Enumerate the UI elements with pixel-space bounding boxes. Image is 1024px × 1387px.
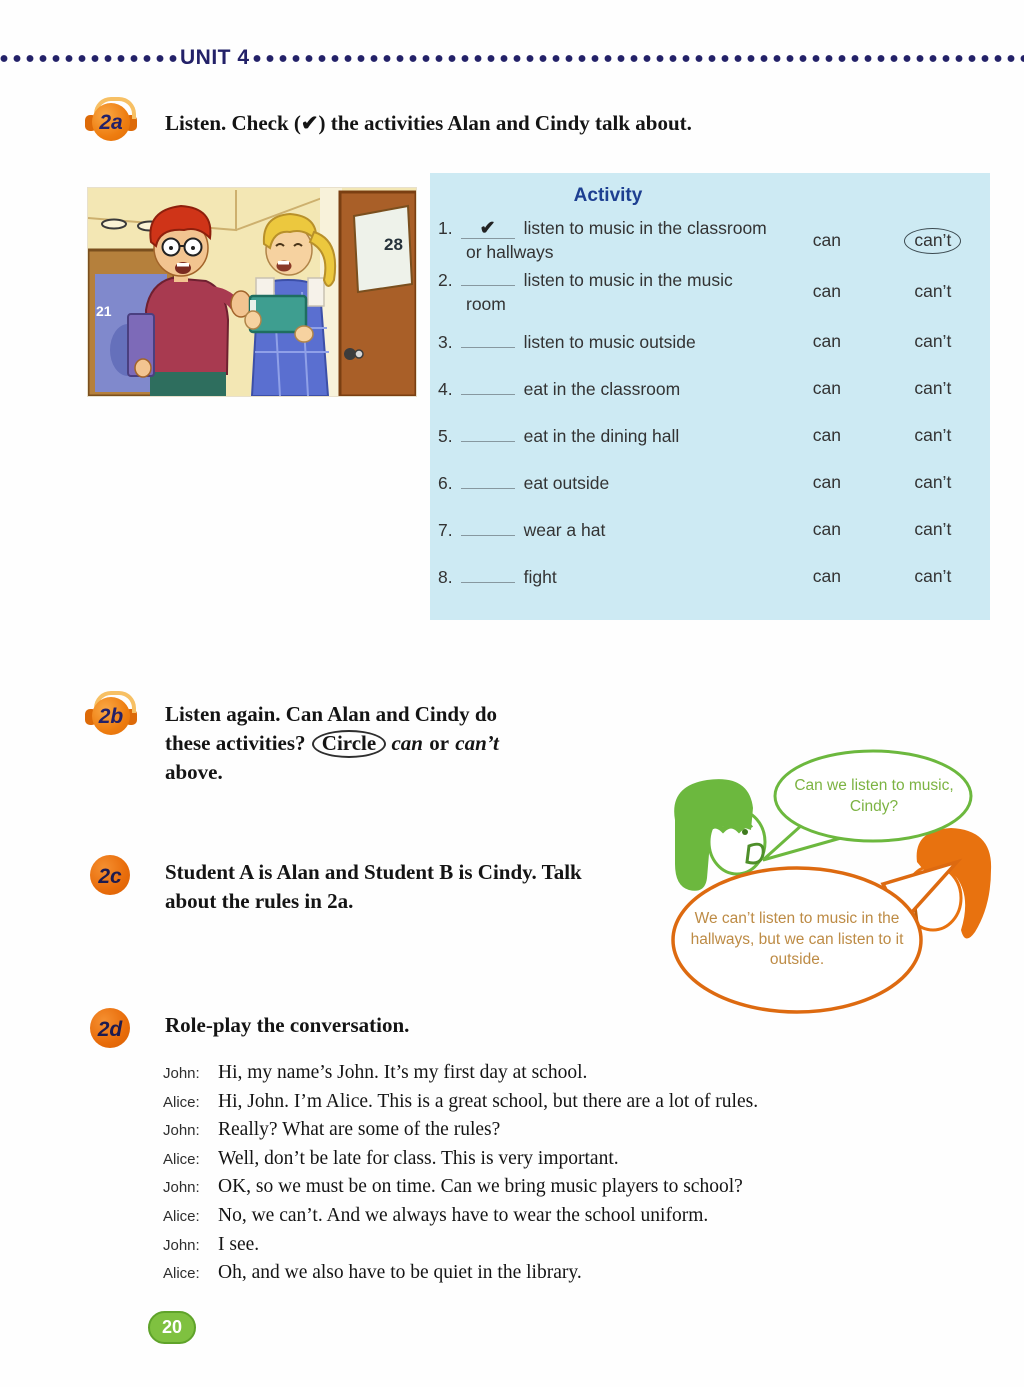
answer-blank[interactable] [461, 470, 515, 489]
table-row [438, 555, 984, 599]
cant-cell [882, 228, 984, 254]
cant-cell [882, 279, 984, 305]
dialogue [163, 1062, 1003, 1291]
speaker-line: OK, so we must be on time. Can we bring music players to school? [218, 1176, 743, 1198]
instruction-2b-text: these activities? [165, 731, 306, 755]
speaker-line: Really? What are some of the rules? [218, 1119, 501, 1141]
can-cell [772, 228, 882, 254]
activity-cell [438, 267, 772, 316]
dialogue-line [163, 1176, 1003, 1205]
dialogue-line [163, 1062, 1003, 1091]
section-2d-badge [88, 1006, 136, 1050]
dialogue-line [163, 1262, 1003, 1291]
unit-header [0, 46, 1024, 69]
hallway-illustration [88, 188, 416, 396]
table-row [438, 217, 984, 264]
activity-label: wear a hat [523, 519, 606, 540]
row-number: 3. [438, 331, 453, 352]
speaker-line: I see. [218, 1233, 260, 1255]
can-cell [772, 517, 882, 543]
can-cell [772, 329, 882, 355]
table-row [438, 320, 984, 364]
activity-cell [438, 470, 772, 496]
activity-rows [430, 215, 990, 599]
can-cell [772, 470, 882, 496]
option-can[interactable]: can [812, 377, 841, 398]
row-number: 5. [438, 425, 453, 446]
activity-label: eat outside [523, 472, 610, 493]
answer-blank[interactable] [461, 517, 515, 536]
instruction-2b-line3: above. [165, 760, 223, 785]
speaker-label: Alice: [163, 1150, 200, 1168]
instruction-2b-line2 [165, 729, 615, 758]
activity-label: eat in the dining hall [523, 425, 680, 446]
table-row [438, 267, 984, 316]
can-cell [772, 376, 882, 402]
instruction-2c: Student A is Alan and Student B is Cindy. Talk about the rules in 2a. [165, 860, 582, 913]
speaker-line: Hi, my name’s John. It’s my first day at school. [218, 1062, 588, 1083]
row-number: 2. [438, 270, 453, 291]
can-cell [772, 279, 882, 305]
answer-blank[interactable] [461, 267, 515, 286]
activity-cell [438, 217, 772, 264]
option-can[interactable]: can [812, 565, 841, 586]
activity-cell [438, 423, 772, 449]
option-cant[interactable]: can’t [904, 228, 961, 254]
dialogue-line [163, 1205, 1003, 1234]
table-row [438, 508, 984, 552]
speaker-label: John: [163, 1236, 200, 1254]
activity-cell [438, 517, 772, 543]
activity-cell [438, 564, 772, 590]
table-row [438, 367, 984, 411]
activity-cell [438, 329, 772, 355]
activity-label: eat in the classroom [523, 378, 681, 399]
table-row [438, 414, 984, 458]
activity-table [430, 173, 990, 620]
section-2a-badge [84, 96, 138, 144]
row-number: 1. [438, 218, 453, 238]
classroom-door [340, 192, 416, 396]
instruction-2b-line1: Listen again. Can Alan and Cindy do [165, 702, 498, 726]
option-cant[interactable]: can’t [914, 518, 952, 539]
option-can[interactable]: can [812, 280, 841, 301]
speaker-line: Oh, and we also have to be quiet in the library. [218, 1262, 582, 1284]
door-number: 28 [384, 235, 403, 254]
badge-label: 2b [98, 705, 124, 728]
cant-cell [882, 376, 984, 402]
answer-blank[interactable] [461, 329, 515, 348]
cant-cell [882, 517, 984, 543]
option-can[interactable]: can [812, 229, 841, 250]
speaker-line: Hi, John. I’m Alice. This is a great school, but there are a lot of rules. [218, 1090, 759, 1112]
speaker-label: Alice: [163, 1265, 200, 1283]
page-number-badge: 20 [148, 1311, 196, 1344]
row-number: 8. [438, 566, 453, 587]
speaker-line: Well, don’t be late for class. This is very important. [218, 1147, 619, 1169]
unit-title: UNIT 4 [180, 46, 250, 69]
row-number: 4. [438, 378, 453, 399]
section-2c-badge [88, 853, 136, 897]
dialogue-line [163, 1091, 1003, 1120]
cant-cell [882, 470, 984, 496]
cant-cell [882, 564, 984, 590]
answer-blank[interactable] [461, 564, 515, 583]
circled-word: Circle [312, 730, 386, 758]
doorknob-icon [344, 348, 356, 360]
poster-number: 21 [96, 303, 112, 319]
dotted-rule-right [253, 54, 1024, 63]
answer-blank[interactable] [461, 423, 515, 442]
word-cant: can’t [455, 731, 499, 755]
activity-label: listen to music outside [523, 331, 696, 352]
activity-label: listen to music in the music room [466, 270, 733, 314]
option-can[interactable]: can [812, 471, 841, 492]
ceiling-light-icon [102, 220, 126, 229]
speaker-label: John: [163, 1065, 200, 1082]
option-cant[interactable]: can’t [914, 377, 952, 398]
activity-label: fight [523, 566, 557, 587]
badge-label: 2d [97, 1018, 123, 1041]
cant-cell [882, 423, 984, 449]
dialogue-line [163, 1234, 1003, 1263]
dotted-rule-left [0, 54, 177, 63]
table-row [438, 461, 984, 505]
option-can[interactable]: can [812, 518, 841, 539]
option-cant[interactable]: can’t [914, 565, 952, 586]
option-cant[interactable]: can’t [914, 471, 952, 492]
row-number: 6. [438, 472, 453, 493]
option-can[interactable]: can [812, 424, 841, 445]
cant-cell [882, 329, 984, 355]
speaker-label: John: [163, 1122, 200, 1140]
word-or: or [429, 731, 450, 755]
activity-cell [438, 376, 772, 402]
answer-bubble-text: We can’t listen to music in the hallways, but we can listen to it outside. [690, 909, 904, 969]
row-number: 7. [438, 519, 453, 540]
instruction-2b [165, 700, 615, 787]
speaker-label: Alice: [163, 1093, 200, 1111]
answer-blank[interactable] [461, 376, 515, 395]
speaker-line: No, we can’t. And we always have to wear the school uniform. [218, 1204, 709, 1226]
option-can[interactable]: can [812, 330, 841, 351]
speech-illustration [645, 746, 1020, 1018]
activity-table-title: Activity [573, 185, 643, 206]
option-cant[interactable]: can’t [914, 280, 952, 301]
dialogue-line [163, 1148, 1003, 1177]
answer-blank[interactable]: ✔ [461, 220, 515, 239]
word-can: can [391, 731, 423, 755]
can-cell [772, 423, 882, 449]
can-cell [772, 564, 882, 590]
option-cant[interactable]: can’t [914, 330, 952, 351]
instruction-2a: Listen. Check (✔) the activities Alan and Cindy talk about. [165, 111, 692, 135]
dialogue-line [163, 1119, 1003, 1148]
instruction-2d: Role-play the conversation. [165, 1013, 410, 1037]
speaker-label: Alice: [163, 1207, 200, 1225]
speaker-label: John: [163, 1179, 200, 1197]
activity-label: listen to music in the classroom or hallways [466, 218, 767, 262]
badge-label: 2c [98, 865, 122, 888]
question-bubble-text: Can we listen to music, Cindy? [794, 777, 954, 815]
badge-label: 2a [99, 111, 123, 134]
option-cant[interactable]: can’t [914, 424, 952, 445]
section-2b-badge [84, 690, 138, 738]
